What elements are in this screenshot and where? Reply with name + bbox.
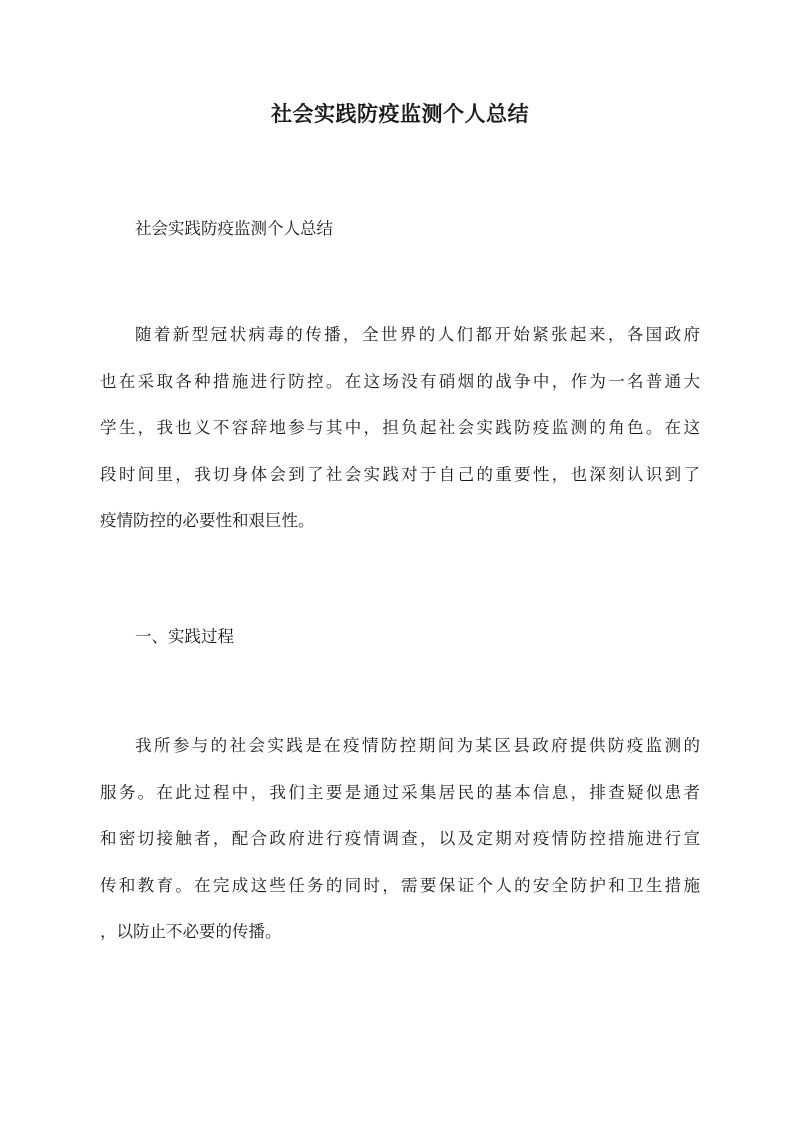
practice-process-paragraph <box>100 731 700 964</box>
paragraph-line: 随着新型冠状病毒的传播，全世界的人们都开始紧张起来，各国政府 <box>135 325 700 344</box>
document-title: 社会实践防疫监测个人总结 <box>271 101 529 126</box>
paragraph-line: 段时间里，我切身体会到了社会实践对于自己的重要性，也深刻认识到了 <box>100 464 700 484</box>
paragraph-line: 学生，我也义不容辞地参与其中，担负起社会实践防疫监测的角色。在这 <box>100 418 700 437</box>
paragraph-line: 服务。在此过程中，我们主要是通过采集居民的基本信息，排查疑似患者 <box>100 782 700 802</box>
section-heading-practice-process: 一、实践过程 <box>135 627 234 646</box>
paragraph-line: 我所参与的社会实践是在疫情防控期间为某区县政府提供防疫监测的 <box>135 736 700 755</box>
paragraph-line: ，以防止不必要的传播。 <box>100 922 282 941</box>
intro-paragraph <box>100 320 700 553</box>
paragraph-line: 疫情防控的必要性和艰巨性。 <box>100 511 315 530</box>
paragraph-line: 也在采取各种措施进行防控。在这场没有硝烟的战争中，作为一名普通大 <box>100 371 700 391</box>
document-subtitle: 社会实践防疫监测个人总结 <box>135 219 333 238</box>
paragraph-line: 和密切接触者，配合政府进行疫情调查，以及定期对疫情防控措施进行宣 <box>100 829 700 848</box>
paragraph-line: 传和教育。在完成这些任务的同时，需要保证个人的安全防护和卫生措施 <box>100 875 700 895</box>
